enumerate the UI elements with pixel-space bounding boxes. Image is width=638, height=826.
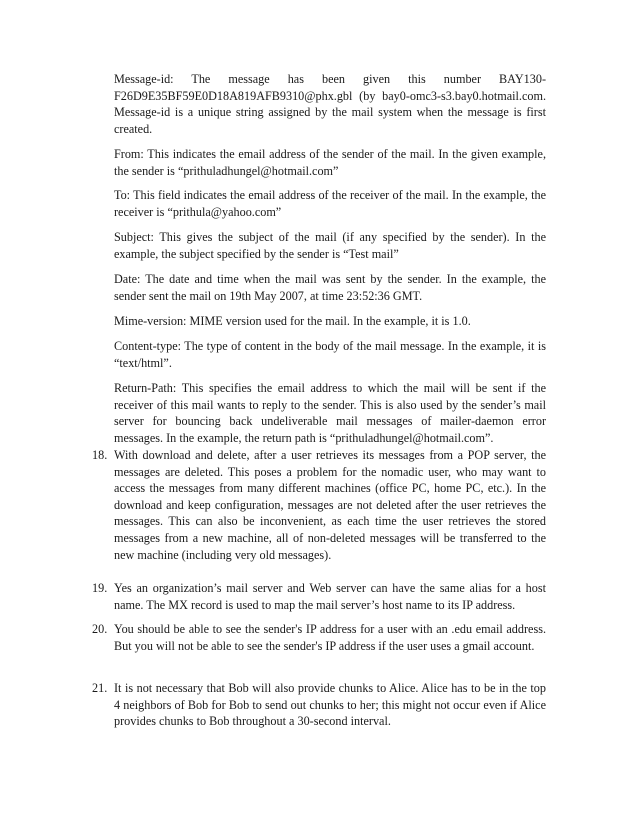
answer-number: 19. (92, 581, 108, 595)
answer-number: 18. (92, 448, 108, 462)
answer-number: 21. (92, 681, 108, 695)
subject-paragraph: Subject: This gives the subject of the mail (if any specified by the sender). In the example, the subject specified by the sender is “Test mail” (114, 230, 546, 261)
to-paragraph: To: This field indicates the email address of the receiver of the mail. In the example, the receiver is “prithula@yahoo.com” (114, 188, 546, 219)
return-path-paragraph: Return-Path: This specifies the email address to which the mail will be sent if the receiver of this mail wants to reply to the sender. This is also used by the sender’s mail server for bouncing back undeliverable mail messages of mailer-daemon error messages. In the example, the return path is “prithuladhungel@hotmail.com”. (114, 381, 546, 445)
from-paragraph: From: This indicates the email address of the sender of the mail. In the given example, the sender is “prithuladhungel@hotmail.com” (114, 147, 546, 178)
date-paragraph: Date: The date and time when the mail was sent by the sender. In the example, the sender sent the mail on 19th May 2007, at time 23:52:36 GMT. (114, 272, 546, 303)
mime-version-paragraph: Mime-version: MIME version used for the mail. In the example, it is 1.0. (114, 314, 471, 328)
answer-number: 20. (92, 622, 108, 636)
content-type-paragraph: Content-type: The type of content in the body of the mail message. In the example, it is “text/html”. (114, 339, 546, 370)
answer-text: With download and delete, after a user retrieves its messages from a POP server, the messages are deleted. This poses a problem for the nomadic user, who may want to access the messages from many different machines (office PC, home PC, etc.). In the download and keep configuration, messages are not deleted after the user retrieves the messages. This can also be inconvenient, as each time the user retrieves the stored messages from a new machine, all of non-deleted messages will be transferred to the new machine (including very old messages). (114, 448, 546, 562)
answer-text: You should be able to see the sender's IP address for a user with an .edu email address. But you will not be able to see the sender's IP address if the user uses a gmail account. (114, 622, 546, 653)
message-id-paragraph: Message-id: The message has been given this number BAY130-F26D9E35BF59E0D18A819AFB9310@phx.gbl (by bay0-omc3-s3.bay0.hotmail.com. Message-id is a unique string assigned by the mail system when the message is first created. (114, 72, 546, 136)
answer-text: It is not necessary that Bob will also provide chunks to Alice. Alice has to be in the top 4 neighbors of Bob for Bob to send out chunks to her; this might not occur even if Alice provides chunks to Bob throughout a 30-second interval. (114, 681, 546, 729)
answer-text: Yes an organization’s mail server and Web server can have the same alias for a host name. The MX record is used to map the mail server’s host name to its IP address. (114, 581, 546, 612)
